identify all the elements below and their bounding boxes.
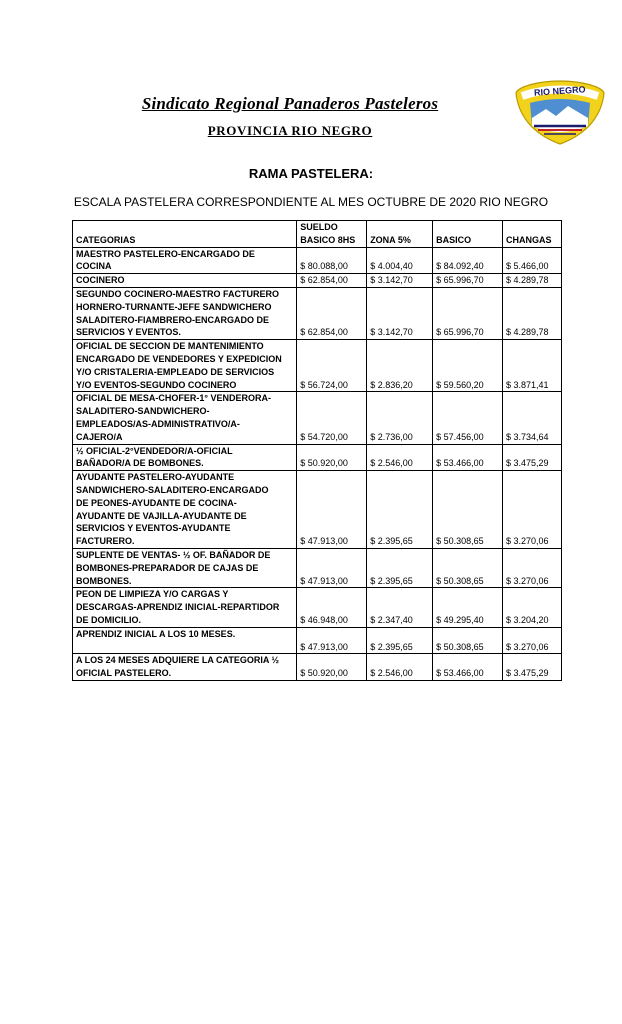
basico-cell: $ 65.996,70	[433, 274, 503, 288]
category-line: OFICIAL DE SECCION DE MANTENIMIENTO	[76, 341, 264, 352]
category-line: COCINA	[76, 261, 112, 272]
sueldo-cell: $ 46.948,00	[297, 588, 367, 627]
table-row	[73, 444, 562, 471]
category-cell	[73, 471, 297, 549]
header-categorias: CATEGORIAS	[73, 221, 297, 248]
zona-cell: $ 2.546,00	[367, 654, 433, 681]
zona-cell: $ 2.546,00	[367, 444, 433, 471]
sueldo-cell: $ 50.920,00	[297, 444, 367, 471]
category-line: SERVICIOS Y EVENTOS.	[76, 327, 181, 338]
changas-cell: $ 3.270,06	[503, 548, 562, 587]
changas-cell: $ 3.204,20	[503, 588, 562, 627]
logo-text: RIO NEGRO	[533, 84, 586, 98]
province-title: PROVINCIA RIO NEGRO	[207, 123, 373, 138]
category-line: EMPLEADOS/AS-ADMINISTRATIVO/A-	[76, 418, 240, 429]
category-line: SERVICIOS Y EVENTOS-AYUDANTE	[76, 523, 231, 534]
org-name: Sindicato Regional Panaderos Pasteleros	[141, 94, 439, 113]
changas-cell: $ 4.289,78	[503, 287, 562, 339]
category-line: FACTURERO.	[76, 536, 135, 547]
category-line: DESCARGAS-APRENDIZ INICIAL-REPARTIDOR	[76, 602, 280, 613]
table-row	[73, 392, 562, 444]
sueldo-cell: $ 80.088,00	[297, 247, 367, 274]
category-line: AYUDANTE PASTELERO-AYUDANTE	[76, 472, 235, 483]
category-line: BOMBONES-PREPARADOR DE CAJAS DE	[76, 562, 259, 573]
sueldo-cell: $ 54.720,00	[297, 392, 367, 444]
zona-cell: $ 3.142,70	[367, 287, 433, 339]
table-row	[73, 340, 562, 392]
zona-cell: $ 2.736,00	[367, 392, 433, 444]
sueldo-cell: $ 62.854,00	[297, 274, 367, 288]
zona-cell: $ 2.395,65	[367, 548, 433, 587]
changas-cell: $ 4.289,78	[503, 274, 562, 288]
sueldo-cell: $ 50.920,00	[297, 654, 367, 681]
category-line: MAESTRO PASTELERO-ENCARGADO DE	[76, 248, 255, 259]
category-cell	[73, 392, 297, 444]
category-line: OFICIAL PASTELERO.	[76, 668, 172, 679]
salary-scale-table	[72, 220, 562, 681]
section-title: RAMA PASTELERA:	[248, 166, 374, 181]
category-cell	[73, 627, 297, 654]
sueldo-cell: $ 56.724,00	[297, 340, 367, 392]
table-row	[73, 654, 562, 681]
sueldo-cell: $ 47.913,00	[297, 627, 367, 654]
table-row	[73, 588, 562, 627]
category-line: Y/O EVENTOS-SEGUNDO COCINERO	[76, 379, 237, 390]
category-line: SANDWICHERO-SALADITERO-ENCARGADO	[76, 484, 269, 495]
category-line: SALADITERO-FIAMBRERO-ENCARGADO DE	[76, 314, 269, 325]
category-line: ½ OFICIAL-2°VENDEDOR/A-OFICIAL	[76, 445, 233, 456]
category-line: AYUDANTE DE VAJILLA-AYUDANTE DE	[76, 510, 247, 521]
changas-cell: $ 3.871,41	[503, 340, 562, 392]
header-sueldo-line2: BASICO 8HS	[300, 234, 356, 245]
basico-cell: $ 84.092,40	[433, 247, 503, 274]
category-cell	[73, 340, 297, 392]
category-line: BOMBONES.	[76, 575, 132, 586]
header-sueldo-basico	[297, 221, 367, 248]
category-line: SUPLENTE DE VENTAS- ½ OF. BAÑADOR DE	[76, 549, 271, 560]
category-line: Y/O CRISTALERIA-EMPLEADO DE SERVICIOS	[76, 366, 275, 377]
header-basico: BASICO	[433, 221, 503, 248]
zona-cell: $ 2.347,40	[367, 588, 433, 627]
basico-cell: $ 53.466,00	[433, 444, 503, 471]
zona-cell: $ 2.395,65	[367, 627, 433, 654]
basico-cell: $ 59.560,20	[433, 340, 503, 392]
category-line: ENCARGADO DE VENDEDORES Y EXPEDICION	[76, 353, 282, 364]
zona-cell: $ 3.142,70	[367, 274, 433, 288]
table-row	[73, 471, 562, 549]
table-row	[73, 627, 562, 654]
basico-cell: $ 49.295,40	[433, 588, 503, 627]
basico-cell: $ 50.308,65	[433, 627, 503, 654]
category-cell	[73, 247, 297, 274]
changas-cell: $ 3.270,06	[503, 471, 562, 549]
table-header-row	[73, 221, 562, 248]
header-zona: ZONA 5%	[367, 221, 433, 248]
category-cell	[73, 588, 297, 627]
rio-negro-emblem-logo	[512, 78, 608, 146]
header-sueldo-line1: SUELDO	[300, 222, 338, 232]
category-line: BAÑADOR/A DE BOMBONES.	[76, 458, 204, 469]
table-row	[73, 287, 562, 339]
document-subtitle: ESCALA PASTELERA CORRESPONDIENTE AL MES OCTUBRE DE 2020 RIO NEGRO	[73, 195, 549, 209]
category-line: DE DOMICILIO.	[76, 614, 141, 625]
changas-cell: $ 3.270,06	[503, 627, 562, 654]
category-line: PEON DE LIMPIEZA Y/O CARGAS Y	[76, 589, 229, 600]
category-line: CAJERO/A	[76, 431, 123, 442]
category-line: SEGUNDO COCINERO-MAESTRO FACTURERO	[76, 288, 280, 299]
table-row	[73, 274, 562, 288]
category-cell	[73, 548, 297, 587]
header-changas: CHANGAS	[503, 221, 562, 248]
zona-cell: $ 2.395,65	[367, 471, 433, 549]
sueldo-cell: $ 62.854,00	[297, 287, 367, 339]
category-line: SALADITERO-SANDWICHERO-	[76, 406, 210, 417]
table-row	[73, 247, 562, 274]
basico-cell: $ 50.308,65	[433, 548, 503, 587]
category-line: APRENDIZ INICIAL A LOS 10 MESES.	[76, 628, 236, 639]
category-cell	[73, 444, 297, 471]
category-cell	[73, 274, 297, 288]
zona-cell: $ 4.004,40	[367, 247, 433, 274]
category-line: DE PEONES-AYUDANTE DE COCINA-	[76, 497, 237, 508]
changas-cell: $ 3.734,64	[503, 392, 562, 444]
category-cell	[73, 654, 297, 681]
basico-cell: $ 65.996,70	[433, 287, 503, 339]
category-line: A LOS 24 MESES ADQUIERE LA CATEGORIA ½	[76, 655, 280, 666]
sueldo-cell: $ 47.913,00	[297, 548, 367, 587]
category-line: COCINERO	[76, 275, 125, 286]
basico-cell: $ 57.456,00	[433, 392, 503, 444]
category-line	[76, 641, 293, 654]
category-cell	[73, 287, 297, 339]
changas-cell: $ 3.475,29	[503, 654, 562, 681]
basico-cell: $ 50.308,65	[433, 471, 503, 549]
basico-cell: $ 53.466,00	[433, 654, 503, 681]
changas-cell: $ 5.466,00	[503, 247, 562, 274]
category-line: OFICIAL DE MESA-CHOFER-1° VENDERORA-	[76, 393, 271, 404]
sueldo-cell: $ 47.913,00	[297, 471, 367, 549]
changas-cell: $ 3.475,29	[503, 444, 562, 471]
category-line: HORNERO-TURNANTE-JEFE SANDWICHERO	[76, 301, 272, 312]
zona-cell: $ 2.836,20	[367, 340, 433, 392]
table-body	[73, 247, 562, 680]
table-row	[73, 548, 562, 587]
